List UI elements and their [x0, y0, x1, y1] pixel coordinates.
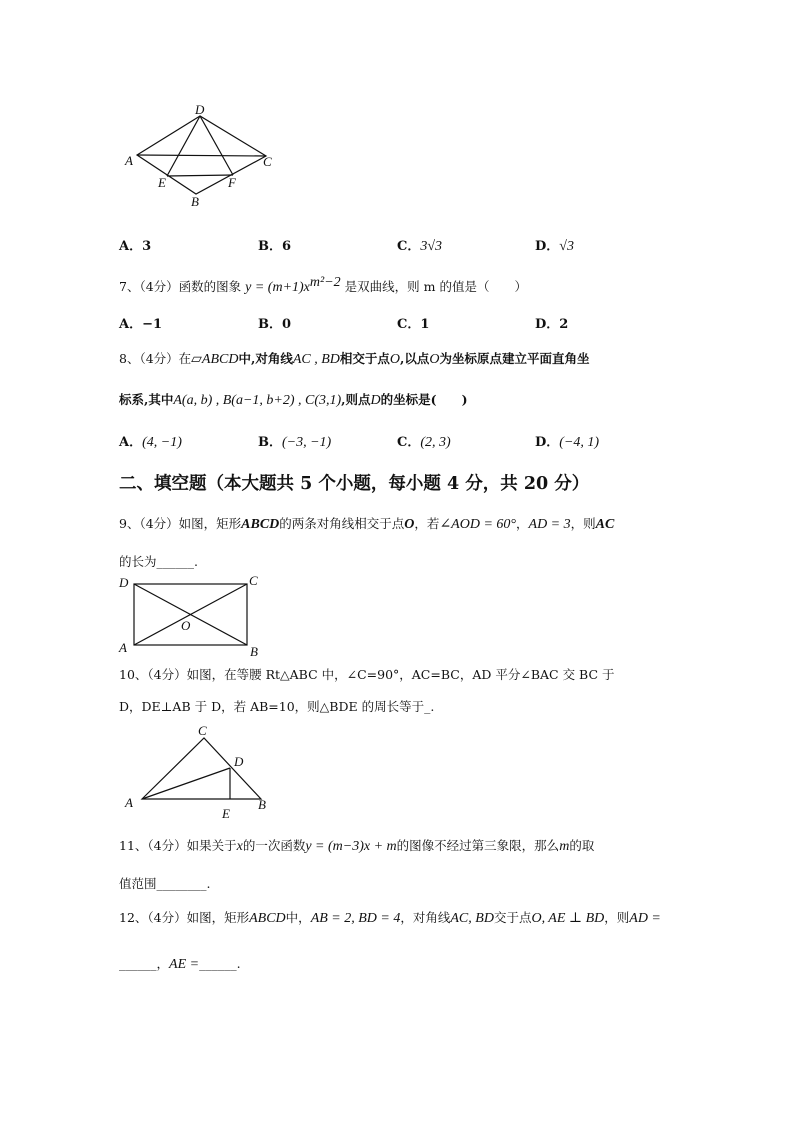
- q9-math: AC: [595, 517, 615, 532]
- label-A: A: [119, 640, 127, 655]
- q9-text: ，: [516, 516, 529, 531]
- q12-math: ABCD: [249, 911, 286, 926]
- q12-math: O, AE ⊥ BD: [531, 911, 605, 926]
- q11-math: y = (m−3)x + m: [305, 839, 397, 854]
- q8-text: ,以点: [400, 351, 430, 366]
- q12-math: AE =: [169, 957, 200, 972]
- label-O: O: [181, 618, 191, 633]
- q7-formula: y = (m+1)x: [245, 280, 310, 296]
- q9-text: ，若: [414, 516, 440, 531]
- label-C: C: [249, 573, 258, 588]
- segment-EF: [167, 175, 233, 176]
- q8-option-d: [535, 431, 599, 451]
- label-D: D: [119, 575, 129, 590]
- segment-DF: [200, 116, 233, 175]
- q6-option-c: [397, 235, 442, 255]
- q8-option-c: [397, 431, 451, 451]
- q7-option-d: [535, 313, 568, 332]
- q7-option-b: [258, 313, 291, 332]
- label-C: C: [198, 723, 207, 738]
- q7-suffix: 是双曲线，则 m 的值是（ ）: [344, 279, 527, 295]
- q6-option-a: [119, 235, 151, 254]
- q8-math: AC , BD: [292, 352, 340, 367]
- option-value: (−3, −1): [282, 435, 332, 450]
- label-E: E: [158, 175, 166, 190]
- q8-math: ▱ABCD: [191, 352, 239, 367]
- q8-math: A(a, b) , B(a−1, b+2) , C(3,1): [173, 393, 342, 408]
- option-letter: C．: [397, 239, 421, 254]
- option-letter: A．: [119, 239, 143, 254]
- option-value: 3√3: [420, 239, 443, 254]
- segment-AC: [137, 155, 266, 156]
- figure-q6-rhombus: [120, 105, 290, 210]
- q12-text: 中，: [285, 910, 311, 925]
- question-8-line-2: [119, 390, 468, 409]
- q8-math: D: [370, 393, 381, 408]
- option-letter: B．: [258, 435, 282, 450]
- option-letter: A．: [119, 435, 143, 450]
- option-value: 6: [282, 239, 292, 254]
- option-value: (2, 3): [420, 435, 451, 450]
- q12-math: AD =: [629, 911, 661, 926]
- label-A: A: [125, 795, 133, 810]
- question-10-line-2: D，DE⊥AB 于 D，若 AB=10，则△BDE 的周长等于_.: [119, 699, 435, 714]
- q7-option-a: [119, 313, 162, 332]
- q8-text: 的坐标是( ): [380, 392, 468, 407]
- figure-q9-rectangle: [114, 572, 264, 660]
- q9-text: 9、（4分）如图，矩形: [119, 516, 242, 531]
- question-8-line-1: [119, 349, 590, 368]
- q6-option-b: [258, 235, 291, 254]
- q11-text: 的图像不经过第三象限，那么: [396, 838, 560, 853]
- option-value: (−4, 1): [559, 435, 600, 450]
- option-letter: C．: [397, 317, 421, 332]
- q8-text: 为坐标原点建立平面直角坐: [439, 351, 590, 366]
- option-value: 1: [420, 317, 430, 332]
- q9-math: ∠AOD = 60°: [439, 517, 516, 532]
- q12-math: AB = 2, BD = 4: [310, 911, 401, 926]
- question-9-line-1: [119, 514, 614, 533]
- question-7: [119, 275, 527, 296]
- q12-math: AC, BD: [450, 911, 494, 926]
- q8-text: 相交于点: [339, 351, 390, 366]
- question-11-line-2: 值范围________.: [119, 876, 211, 891]
- figure-q10-triangle: [118, 722, 278, 824]
- q9-text: 的两条对角线相交于点: [279, 516, 405, 531]
- label-E: E: [222, 806, 230, 821]
- option-letter: B．: [258, 239, 282, 254]
- segment-DE: [167, 116, 200, 176]
- q8-option-b: [258, 431, 331, 451]
- section-2-title: 二、填空题（本大题共 5 个小题，每小题 4 分，共 20 分）: [119, 474, 590, 494]
- option-letter: A．: [119, 317, 143, 332]
- q8-text: 标系,其中: [119, 392, 174, 407]
- option-letter: D．: [535, 317, 560, 332]
- label-B: B: [250, 644, 258, 659]
- option-value: 3: [142, 239, 152, 254]
- q11-math: m: [559, 839, 570, 854]
- q8-math: O: [429, 352, 440, 367]
- q12-text: 12、（4分）如图，矩形: [119, 910, 250, 925]
- segment-AD: [142, 768, 230, 799]
- q12-blank: ______.: [199, 956, 241, 971]
- q11-text: 的一次函数: [242, 838, 306, 853]
- option-letter: C．: [397, 435, 421, 450]
- question-12-line-1: [119, 908, 661, 927]
- option-value: 2: [559, 317, 569, 332]
- option-letter: B．: [258, 317, 282, 332]
- q9-math: ABCD: [241, 517, 280, 532]
- q8-text: 8、（4分）在: [119, 351, 192, 366]
- q7-prefix: 7、（4分）函数的图象: [119, 279, 242, 295]
- q8-text: ,则点: [341, 392, 371, 407]
- question-10-line-1: 10、（4分）如图，在等腰 Rt△ABC 中，∠C=90°，AC=BC，AD 平分∠BAC 交 BC 于: [119, 667, 615, 682]
- q9-math: AD = 3: [528, 517, 571, 532]
- q8-option-a: [119, 431, 182, 451]
- q7-exponent: m²−2: [309, 275, 341, 290]
- option-value: 0: [282, 317, 292, 332]
- label-A: A: [125, 153, 133, 168]
- q12-text: 交于点: [493, 910, 532, 925]
- label-B: B: [191, 194, 199, 209]
- question-11-line-1: [119, 836, 594, 855]
- question-12-line-2: [119, 954, 241, 973]
- q11-text: 11、（4分）如果关于: [119, 838, 237, 853]
- q11-math: x: [236, 839, 243, 854]
- label-F: F: [228, 175, 236, 190]
- q12-text: ，则: [604, 910, 630, 925]
- label-D: D: [234, 754, 244, 769]
- option-letter: D．: [535, 435, 560, 450]
- q9-text: ，则: [570, 516, 596, 531]
- option-value: −1: [142, 317, 163, 332]
- label-B: B: [258, 797, 266, 812]
- label-D: D: [195, 105, 205, 117]
- q8-text: 中,对角线: [238, 351, 293, 366]
- q11-text: 的取: [569, 838, 595, 853]
- q6-option-d: [535, 235, 574, 255]
- q9-math: O: [404, 517, 415, 532]
- q8-math: O: [389, 352, 401, 367]
- option-value: √3: [559, 239, 574, 254]
- label-C: C: [263, 154, 272, 169]
- question-9-line-2: 的长为______.: [119, 554, 198, 569]
- option-value: (4, −1): [142, 435, 182, 450]
- q7-option-c: [397, 313, 429, 332]
- option-letter: D．: [535, 239, 560, 254]
- q12-text: ，对角线: [400, 910, 451, 925]
- q12-blank: ______，: [119, 956, 170, 971]
